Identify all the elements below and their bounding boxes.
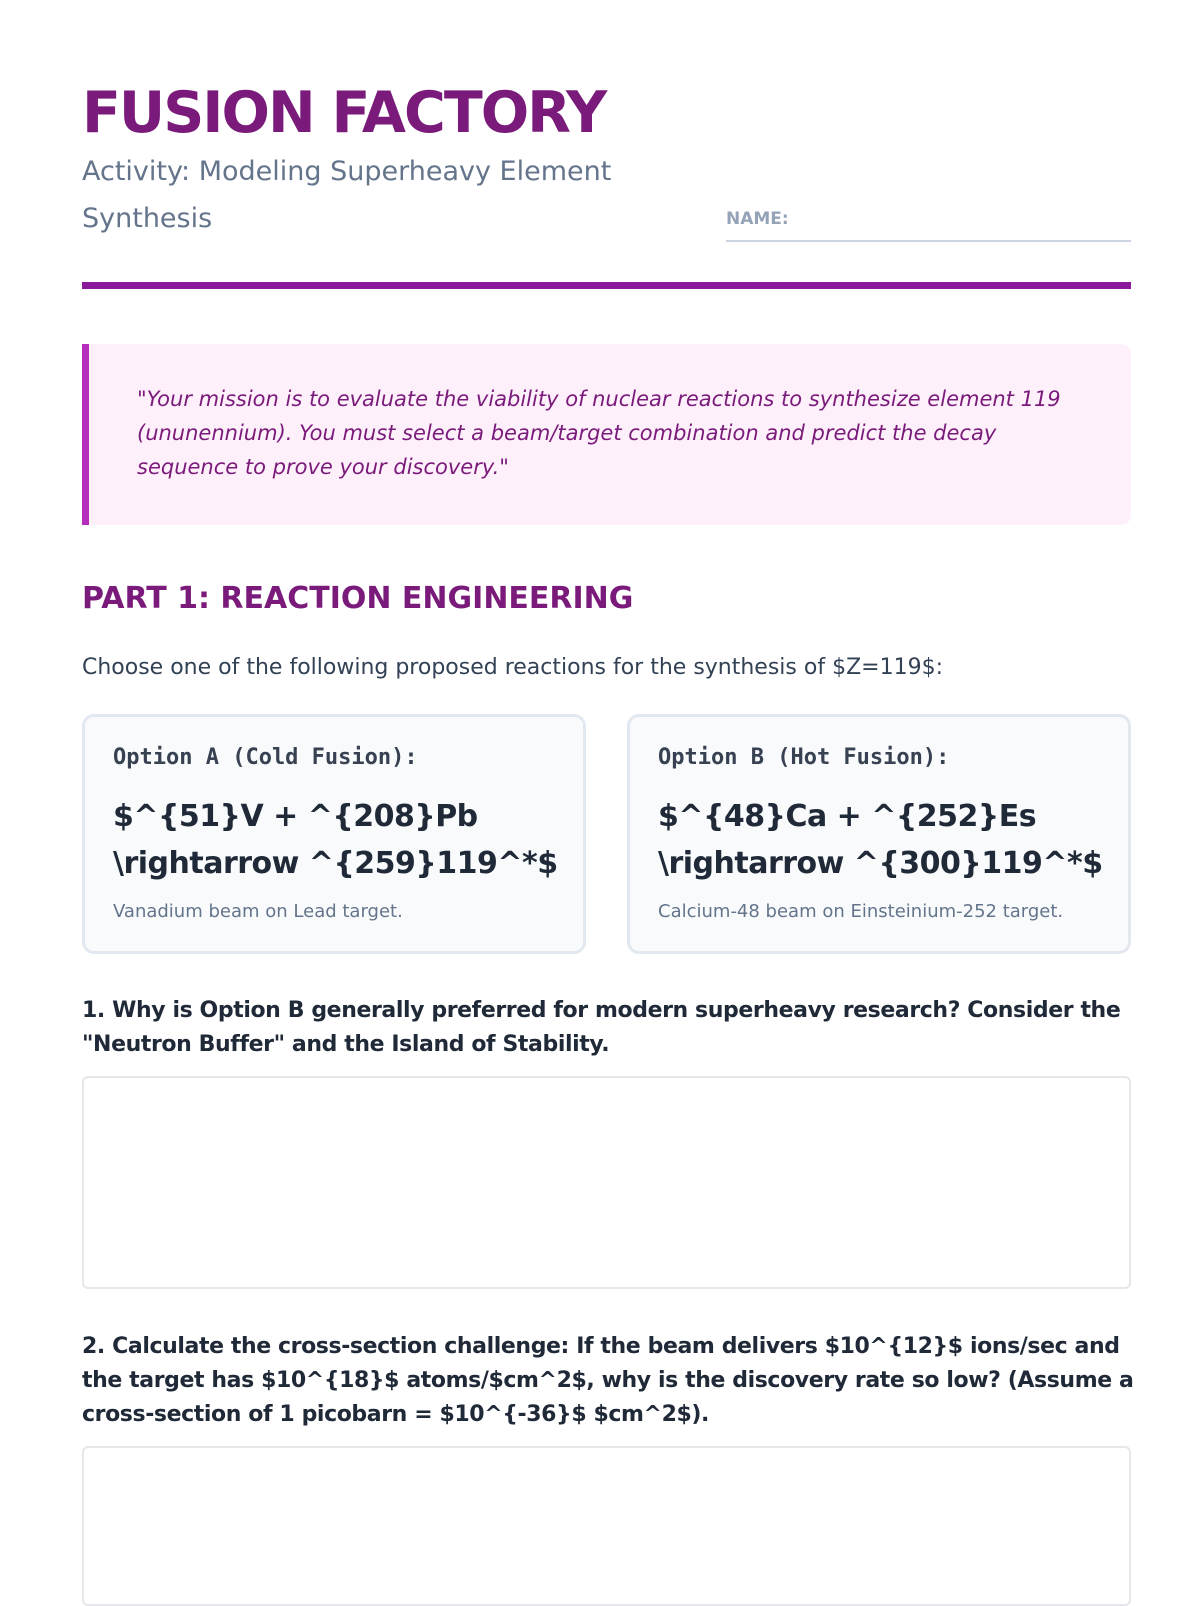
question-2: 2. Calculate the cross-section challenge: If the beam delivers $10^{12}$ ions/sec and the target has $10^{18}$ atoms/$cm^2$, why is the discovery rate so low? (Assume a cross-section of 1 picobarn = $10^{-36}$ $cm^2$).: [82, 1334, 1134, 1427]
option-b-label: Option B (Hot Fusion):: [658, 745, 950, 770]
option-a-equation: $^{51}V + ^{208}Pb \rightarrow ^{259}119^*$: [113, 799, 558, 881]
option-a-description: Vanadium beam on Lead target.: [113, 901, 403, 922]
answer-box-2[interactable]: [82, 1446, 1131, 1606]
name-field[interactable]: [726, 240, 1131, 242]
part-1-heading: PART 1: REACTION ENGINEERING: [82, 581, 634, 616]
question-1: 1. Why is Option B generally preferred for modern superheavy research? Consider the "Neutron Buffer" and the Island of Stability.: [82, 998, 1121, 1057]
header-divider: [82, 282, 1131, 289]
mission-callout: [82, 344, 1131, 525]
option-a-label: Option A (Cold Fusion):: [113, 745, 418, 770]
option-a-card: [82, 714, 586, 954]
name-label: NAME:: [726, 209, 789, 229]
answer-box-1[interactable]: [82, 1076, 1131, 1289]
worksheet-title: FUSION FACTORY: [82, 80, 606, 146]
option-b-description: Calcium-48 beam on Einsteinium-252 target.: [658, 901, 1064, 922]
mission-text: "Your mission is to evaluate the viability of nuclear reactions to synthesize element 119 (ununennium). You must select a beam/target combination and predict the decay sequence to prove your discovery.": [137, 387, 1061, 479]
option-b-equation: $^{48}Ca + ^{252}Es \rightarrow ^{300}119^*$: [658, 799, 1103, 881]
activity-subtitle: Activity: Modeling Superheavy Element Synthesis: [82, 156, 612, 234]
reaction-intro: Choose one of the following proposed reactions for the synthesis of $Z=119$:: [82, 655, 943, 680]
option-b-card: [627, 714, 1131, 954]
